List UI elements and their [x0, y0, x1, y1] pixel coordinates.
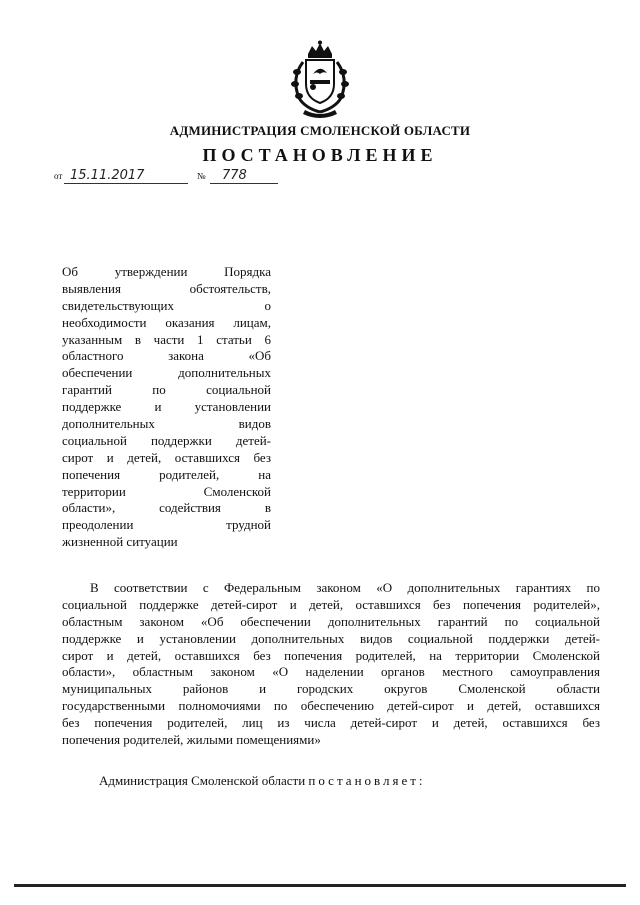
body-line: муниципальных районов и городских округов Смоленской области	[62, 681, 600, 697]
body-line: без попечения родителей, лиц из числа детей-сирот и детей, оставшихся без	[62, 715, 600, 731]
title-line: сирот и детей, оставшихся без	[62, 449, 271, 465]
title-line: необходимости оказания лицам,	[62, 314, 271, 330]
document-title	[62, 264, 271, 551]
title-line: свидетельствующих о	[62, 297, 271, 313]
title-line: выявления обстоятельств,	[62, 280, 271, 296]
body-line: социальной поддержке детей-сирот и детей, оставшихся без попечения родителей»,	[62, 596, 600, 612]
number-prefix: №	[197, 171, 206, 181]
body-line: попечения родителей, жилыми помещениями»	[62, 732, 321, 748]
document-type: ПОСТАНОВЛЕНИЕ	[202, 145, 438, 165]
body-line: области», областным законом «О наделении органов местного самоуправления	[62, 664, 600, 680]
title-line: жизненной ситуации	[62, 534, 178, 550]
body-line: поддержке и установлении дополнительных видов социальной поддержки детей-	[62, 630, 600, 646]
title-line: дополнительных видов	[62, 416, 271, 432]
organization-name: АДМИНИСТРАЦИЯ СМОЛЕНСКОЙ ОБЛАСТИ	[169, 123, 471, 138]
body-line: сирот и детей, оставшихся без попечения родителей, на территории Смоленской	[62, 647, 600, 663]
body-line: государственными полномочиями по обеспечению детей-сирот и детей, оставшихся	[62, 698, 600, 714]
date-value: 15.11.2017	[64, 167, 188, 184]
page-bottom-divider	[14, 884, 626, 887]
number-value: 778	[210, 167, 278, 184]
decree-statement	[99, 773, 426, 789]
title-line: обеспечении дополнительных	[62, 365, 271, 381]
title-line: области», содействия в	[62, 500, 271, 516]
title-line: Об утверждении Порядка	[62, 264, 271, 279]
date-prefix: от	[54, 171, 63, 181]
preamble-paragraph	[62, 580, 600, 749]
title-line: попечения родителей, на	[62, 466, 271, 482]
title-line: областного закона «Об	[62, 348, 271, 364]
title-line: преодолении трудной	[62, 517, 271, 533]
body-line: В соответствии с Федеральным законом «О дополнительных гарантиях по	[90, 580, 600, 595]
decree-subject: Администрация Смоленской области	[99, 773, 306, 788]
decree-verb: постановляет:	[308, 773, 426, 788]
coat-of-arms-icon	[283, 40, 357, 120]
title-line: социальной поддержки детей-	[62, 432, 271, 448]
title-line: поддержке и установлении	[62, 399, 271, 415]
title-line: территории Смоленской	[62, 483, 271, 499]
title-line: гарантий по социальной	[62, 382, 271, 398]
title-line: указанным в части 1 статьи 6	[62, 331, 271, 347]
body-line: областным законом «Об обеспечении дополнительных гарантий по социальной	[62, 613, 600, 629]
